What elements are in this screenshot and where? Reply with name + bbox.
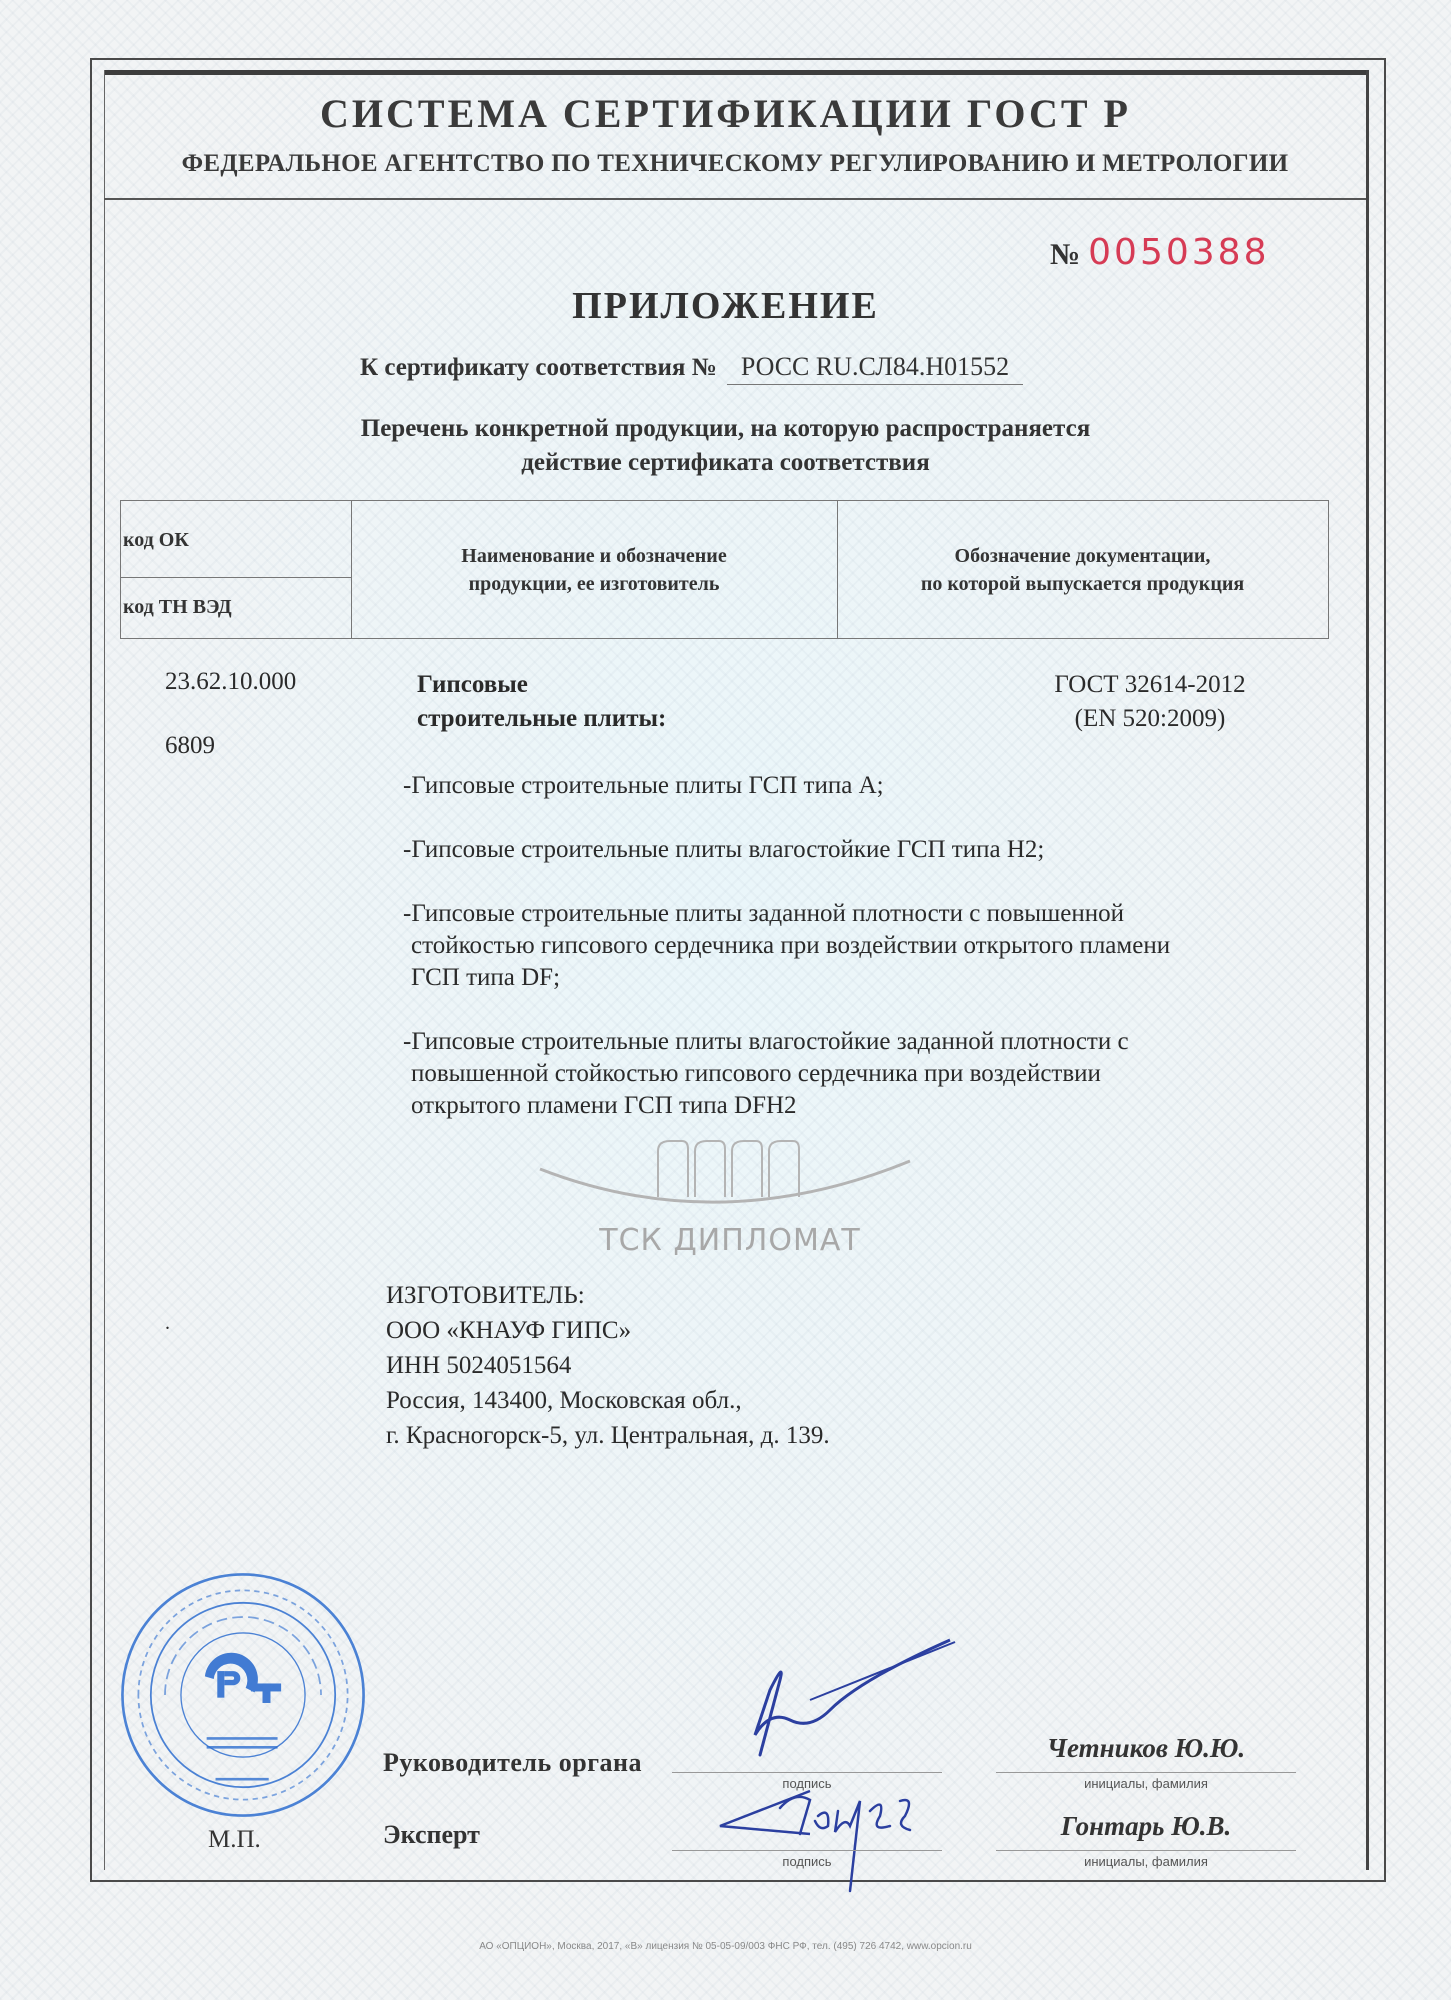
certificate-reference (360, 352, 1023, 385)
expert-label: Эксперт (383, 1820, 480, 1849)
standard-en: (EN 520:2009) (1074, 705, 1226, 732)
product-list (403, 770, 1343, 1154)
column-header-table (120, 500, 1329, 639)
expert-name: Гонтарь Ю.В. (1060, 1811, 1232, 1841)
head-signature-line (672, 1772, 942, 1773)
list-item (403, 898, 1343, 994)
list-item-line: открытого пламени ГСП типа DFH2 (411, 1092, 797, 1119)
list-item-line: -Гипсовые строительные плиты влагостойкие заданной плотности с (403, 1028, 1129, 1055)
list-item-line: -Гипсовые строительные плиты ГСП типа А; (403, 772, 884, 799)
list-item-line: стойкостью гипсового сердечника при воздействии открытого пламени (411, 932, 1171, 959)
watermark-logo (520, 1135, 940, 1270)
manufacturer-label: ИЗГОТОВИТЕЛЬ: (386, 1282, 585, 1309)
number-sign: № (1050, 238, 1081, 271)
header-divider (104, 198, 1366, 200)
list-item (403, 834, 1343, 866)
stray-dot: . (165, 1312, 170, 1334)
documentation-column-line2: по которой выпускается продукция (920, 572, 1245, 595)
expert-name-line (996, 1850, 1296, 1851)
product-heading-line1: Гипсовые (417, 671, 528, 698)
list-item-line: -Гипсовые строительные плиты заданной плотности с повышенной (403, 900, 1125, 927)
certificate-label: К сертификату соответствия № (360, 354, 717, 381)
certification-stamp (118, 1570, 368, 1820)
head-name: Четников Ю.Ю. (1046, 1733, 1246, 1763)
manufacturer-block (386, 1278, 830, 1453)
name-column-line1: Наименование и обозначение (461, 544, 727, 567)
document-title: ПРИЛОЖЕНИЕ (572, 285, 879, 327)
manufacturer-inn: ИНН 5024051564 (386, 1352, 572, 1379)
name-column-line2: продукции, ее изготовитель (468, 572, 720, 595)
list-heading-line1: Перечень конкретной продукции, на которую распространяется (360, 415, 1091, 442)
head-signature-caption: подпись (782, 1776, 832, 1791)
product-heading (417, 668, 666, 736)
manufacturer-address-line1: Россия, 143400, Московская обл., (386, 1387, 742, 1414)
code-tnved-label: код ТН ВЭД (123, 596, 232, 618)
watermark-text: ТСК ДИПЛОМАТ (599, 1223, 861, 1258)
expert-signature-line (672, 1850, 942, 1851)
code-column-header (121, 501, 352, 638)
list-heading (0, 412, 1451, 480)
manufacturer-address-line2: г. Красногорск-5, ул. Центральная, д. 139. (386, 1422, 830, 1449)
product-heading-line2: строительные плиты: (417, 705, 667, 732)
stamp-place-label: М.П. (208, 1826, 261, 1853)
list-item-line: повышенной стойкостью гипсового сердечника при воздействии (411, 1060, 1101, 1087)
code-divider (121, 577, 351, 578)
stamp-seal-icon (118, 1570, 368, 1820)
system-title: СИСТЕМА СЕРТИФИКАЦИИ ГОСТ Р (320, 91, 1131, 136)
code-ok-value: 23.62.10.000 (165, 668, 297, 695)
expert-signature-caption: подпись (782, 1854, 832, 1869)
agency-title: ФЕДЕРАЛЬНОЕ АГЕНТСТВО ПО ТЕХНИЧЕСКОМУ РЕГУЛИРОВАНИЮ И МЕТРОЛОГИИ (181, 150, 1289, 177)
head-name-line (996, 1772, 1296, 1773)
inner-border-left (104, 70, 105, 1870)
list-heading-line2: действие сертификата соответствия (521, 449, 930, 476)
manufacturer-name: ООО «КНАУФ ГИПС» (386, 1317, 632, 1344)
code-ok-label: код ОК (123, 529, 189, 551)
list-item (403, 770, 1343, 802)
documentation-column-header (837, 501, 1328, 638)
list-item-line: ГСП типа DF; (411, 964, 561, 991)
inner-border-right (1366, 70, 1369, 1870)
watermark-emblem-icon (520, 1135, 940, 1221)
serial-number: 0050388 (1088, 232, 1270, 273)
head-of-body-label: Руководитель органа (383, 1748, 643, 1777)
name-column-header (351, 501, 838, 638)
documentation-column-line1: Обозначение документации, (954, 544, 1211, 567)
standard-gost: ГОСТ 32614-2012 (1054, 671, 1246, 698)
printer-footer: АО «ОПЦИОН», Москва, 2017, «В» лицензия № 05-05-09/003 ФНС РФ, тел. (495) 726 4742, www.opcion.ru (479, 1941, 972, 1952)
standard-reference (1000, 668, 1300, 736)
list-item (403, 1026, 1343, 1122)
list-item-line: -Гипсовые строительные плиты влагостойкие ГСП типа Н2; (403, 836, 1045, 863)
certificate-number: РОСС RU.СЛ84.Н01552 (727, 352, 1023, 385)
head-name-caption: инициалы, фамилия (1084, 1776, 1208, 1791)
expert-name-caption: инициалы, фамилия (1084, 1854, 1208, 1869)
form-number (1050, 232, 1270, 273)
code-tnved-value: 6809 (165, 732, 215, 759)
